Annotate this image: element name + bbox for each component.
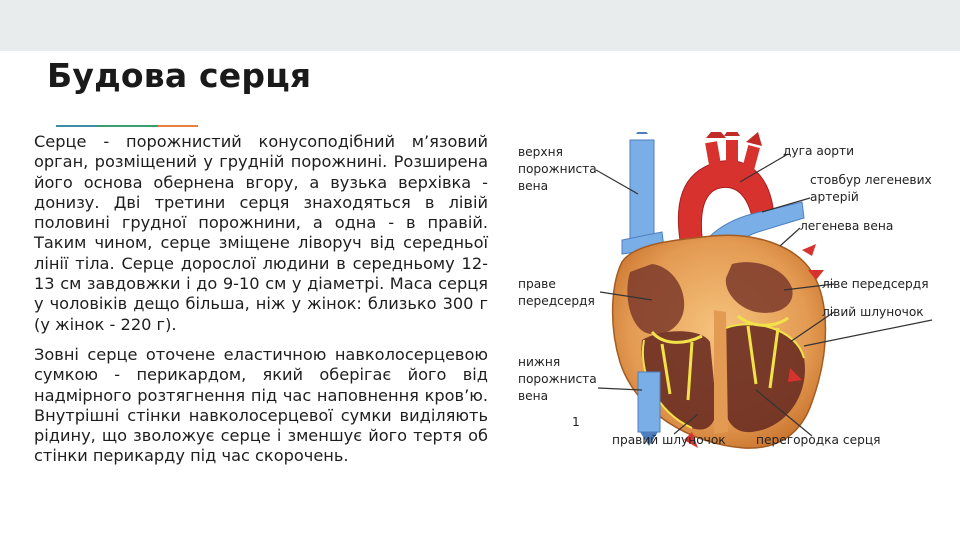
label-right-atrium: праве передсердя xyxy=(518,277,595,308)
figure-number: 1 xyxy=(572,415,580,429)
heart-diagram xyxy=(512,132,942,462)
label-inferior-vena-cava: нижня порожниста вена xyxy=(518,355,597,403)
label-right-ventricle: правий шлуночок xyxy=(612,433,726,447)
paragraph-heart-structure: Серце - порожнистий конусоподібний м’язовий орган, розміщений у грудній порожнині. Розширена його основа обернена вгору, а вузька верхівка - донизу. Дві третини серця знаходяться в лівій половині грудної порожнини, а одна - в правій. Таким чином, серце зміщене ліворуч від середньої лінії тіла. Серце дорослої людини в середньому 12-13 см завдовжки і до 9-10 см у діаметрі. Маса серця у чоловіків дещо більша, ніж у жінок: близько 300 г (у жінок - 220 г). xyxy=(34,132,488,334)
label-aortic-arch: дуга аорти xyxy=(783,144,855,158)
slide-body-text xyxy=(34,132,488,477)
label-pulmonary-vein: легенева вена xyxy=(800,219,894,233)
label-left-ventricle: лівий шлуночок xyxy=(822,305,924,319)
label-pulmonary-trunk: стовбур легеневих артерій xyxy=(810,173,932,204)
label-left-atrium: ліве передсердя xyxy=(822,277,929,291)
title-underline-blue xyxy=(56,125,98,127)
paragraph-pericardium: Зовні серце оточене еластичною навколосерцевою сумкою - перикардом, який оберігає його від надмірного розтягнення під час наповнення кров’ю. Внутрішні стінки навколосерцевої сумки виділяють рідину, що зволожує серце і зменшує його тертя об стінки перикарду під час скорочень. xyxy=(34,344,488,466)
slide-title: Будова серця xyxy=(47,56,312,95)
title-underline-orange xyxy=(158,125,198,127)
slide-top-bar xyxy=(0,0,960,51)
title-underline-green xyxy=(98,125,158,127)
septum-shape xyxy=(714,310,728,434)
label-septum: перегородка серця xyxy=(756,433,881,447)
label-superior-vena-cava: верхня порожниста вена xyxy=(518,145,597,193)
